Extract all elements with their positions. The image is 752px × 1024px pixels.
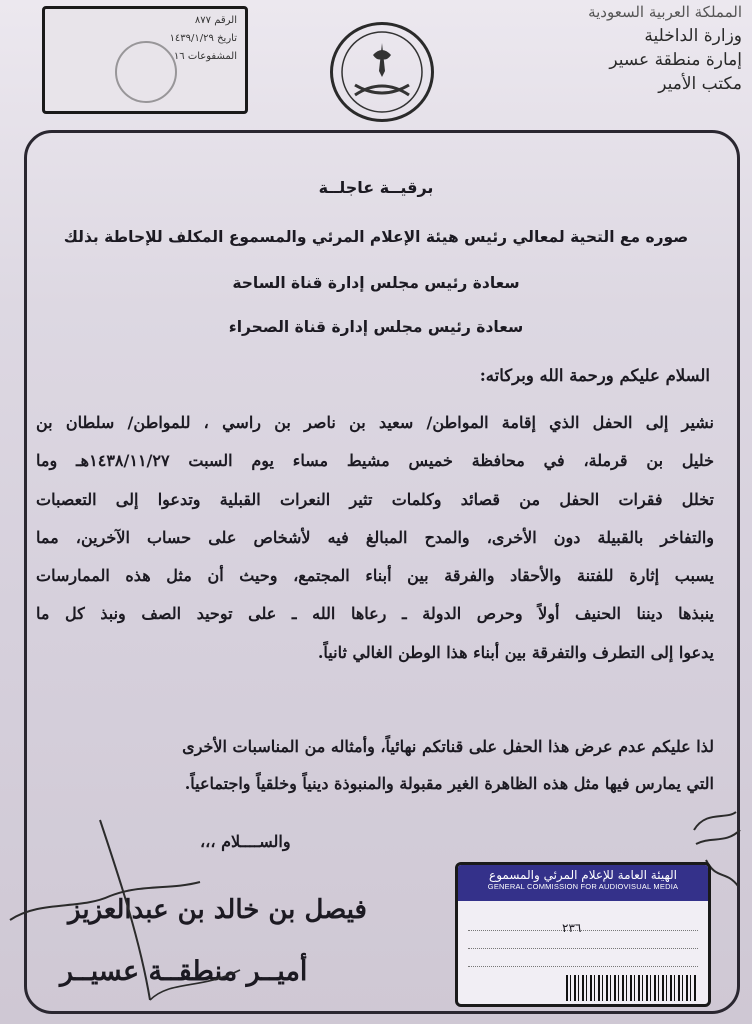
header-ministry: وزارة الداخلية xyxy=(644,26,742,46)
cc-line: صوره مع التحية لمعالي رئيس هيئة الإعلام المرئي والمسموع المكلف للإحاطة بذلك xyxy=(63,228,689,246)
body-line: والتفاخر بالقبيلة دون الأخرى، والمدح المبالغ فيه لأشخاص على حساب الآخرين، مما xyxy=(36,527,714,547)
reference-stamp xyxy=(42,6,248,114)
body-line: ينبذها ديننا الحنيف أولاً وحرص الدولة ـ رعاها الله ـ على توحيد الصف ونبذ كل ما xyxy=(36,604,714,624)
ref-number-row xyxy=(189,15,237,26)
ref-attachments-label: المشفوعات xyxy=(187,51,237,62)
handwritten-signature-icon xyxy=(0,800,260,1020)
barcode-icon xyxy=(566,975,698,1001)
saudi-emblem-icon xyxy=(330,22,434,122)
received-org-en: GENERAL COMMISSION FOR AUDIOVISUAL MEDIA xyxy=(487,882,679,891)
addressee-1: سعادة رئيس مجلس إدارة قناة الساحة xyxy=(232,274,520,292)
body-line: نشير إلى الحفل الذي إقامة المواطن/ سعيد بن ناصر بن راسي ، للمواطن/ سلطان بن xyxy=(36,413,714,432)
received-number: ٢٣٦ xyxy=(562,921,582,935)
ref-attachments-value: ١٦ xyxy=(173,51,185,62)
received-stamp-header xyxy=(458,865,708,901)
ref-date-label: تاريخ xyxy=(217,33,237,44)
closing-line: لذا عليكم عدم عرض هذا الحفل على قناتكم نهائياً، وأمثاله من المناسبات الأخرى xyxy=(182,737,714,756)
header-office: مكتب الأمير xyxy=(658,74,742,94)
ref-number-value: ٨٧٧ xyxy=(194,15,212,26)
ref-number-label: الرقم xyxy=(214,15,237,26)
received-org-ar: الهيئة العامة للإعلام المرئي والمسموع xyxy=(489,868,677,882)
body-line: يسبب إثارة للفتنة والأحقاد والفرقة بين أبناء المجتمع، وحيث أن مثل هذه الممارسات xyxy=(36,566,714,586)
signatory-name: فيصل بن خالد بن عبدالعزيز xyxy=(68,895,367,925)
ref-attachments-row xyxy=(168,51,237,62)
letter-title: برقيــة عاجلــة xyxy=(318,178,434,197)
ref-date-value: ١٤٣٩/١/٢٩ xyxy=(169,33,214,44)
body-line: خليل بن قرملة، في محافظة خميس مشيط مساء يوم السبت ١٤٣٨/١١/٢٧هـ وما xyxy=(36,451,714,471)
body-line: يدعوا إلى التطرف والتفرقة بين أبناء هذا الوطن الغالي ثانياً. xyxy=(317,642,714,662)
body-line: تخلل فقرات الحفل من قصائد وكلمات تثير النعرات القبلية وتدعوا إلى التعصبات xyxy=(36,489,714,509)
addressee-2: سعادة رئيس مجلس إدارة قناة الصحراء xyxy=(228,318,524,336)
received-stamp-lines xyxy=(468,913,698,967)
header-kingdom: المملكة العربية السعودية xyxy=(588,3,742,21)
closing-paragraph xyxy=(36,728,714,802)
letter-body xyxy=(36,404,714,672)
header-emirate: إمارة منطقة عسير xyxy=(609,50,742,70)
ref-date-row xyxy=(164,33,237,44)
letterhead xyxy=(512,0,742,96)
received-stamp xyxy=(455,862,711,1007)
closing-line: التي يمارس فيها مثل هذه الظاهرة الغير مقبولة والمنبوذة دينياً وخلقياً واجتماعياً. xyxy=(184,774,714,793)
signatory-title: أميــر منطقــة عسيــر xyxy=(60,956,308,987)
salam: والســــلام ،،، xyxy=(200,832,291,851)
greeting: السلام عليكم ورحمة الله وبركاته: xyxy=(479,366,710,385)
